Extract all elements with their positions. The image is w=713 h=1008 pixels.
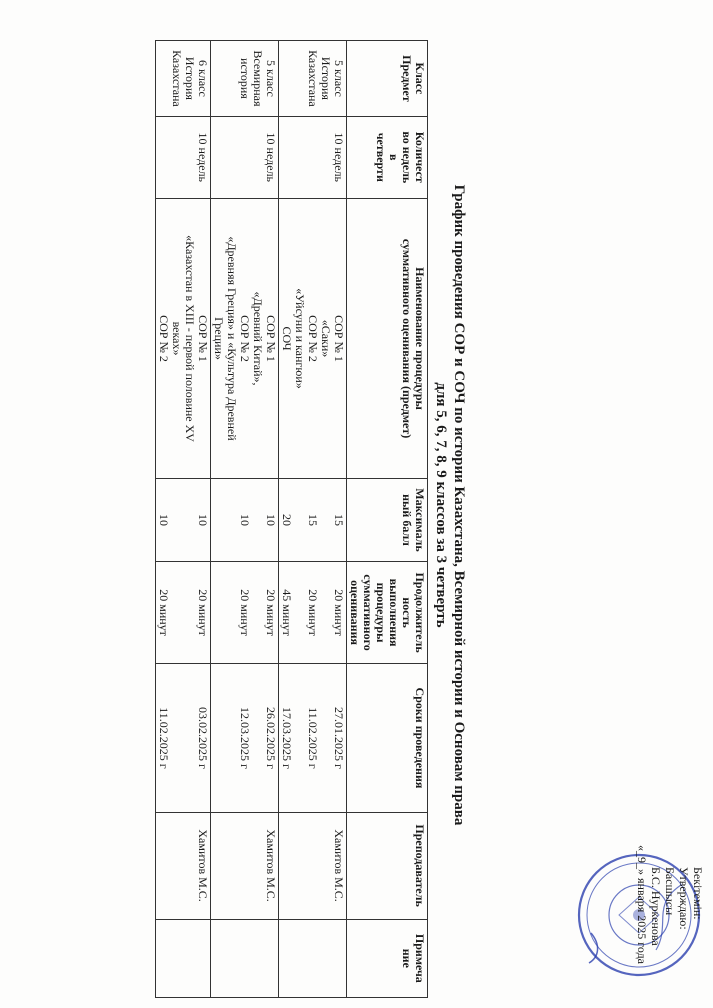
- header-max-score: Максималь ный балл: [347, 479, 428, 561]
- weeks-cell: 10 недель: [211, 116, 279, 198]
- table-row: [211, 41, 279, 998]
- table-row: [156, 41, 211, 998]
- note-cell: [156, 919, 211, 997]
- procedure-cell: СОР № 1 «Древний Китай», СОР № 2 «Древняя Греция» и «Культура Древней Греции»: [211, 198, 279, 479]
- header-teacher: Преподаватель: [347, 812, 428, 919]
- header-dates: Сроки проведения: [347, 664, 428, 812]
- date-cell: 26.02.2025 г 12.03.2025 г: [211, 664, 279, 812]
- title-line-2: для 5, 6, 7, 8, 9 классов за 3 четверть: [433, 382, 449, 628]
- approval-line: Бекітемін:: [691, 867, 705, 920]
- document-title: [432, 40, 468, 970]
- approval-date: «_9_» января 2025 года: [635, 845, 649, 965]
- max-score-cell: 10 10: [211, 479, 279, 561]
- header-class-subject: Класс Предмет: [347, 41, 428, 117]
- approval-line: Утверждаю:: [677, 867, 691, 930]
- date-cell: 03.02.2025 г 11.02.2025 г: [156, 664, 211, 812]
- class-subject-cell: 5 класс Всемирная история: [211, 41, 279, 117]
- procedure-cell: СОР № 1 «Казахстан в XIII - первой половине XV веках» СОР № 2: [156, 198, 211, 479]
- duration-cell: 20 минут 20 минут: [156, 561, 211, 664]
- approval-line: Б.С. Нуркенова: [649, 867, 663, 946]
- header-weeks: Количест во недель в четверти: [347, 116, 428, 198]
- duration-cell: 20 минут 20 минут: [211, 561, 279, 664]
- note-cell: [211, 919, 279, 997]
- schedule-table: [155, 40, 428, 998]
- class-subject-cell: 5 класс История Казахстана: [279, 41, 347, 117]
- teacher-cell: Хамитов М.С.: [156, 812, 211, 919]
- teacher-cell: Хамитов М.С.: [211, 812, 279, 919]
- table-row: [279, 41, 347, 998]
- table-header-row: [347, 41, 428, 998]
- header-procedure: Наименование процедуры суммативного оценивания (предмет): [347, 198, 428, 479]
- approval-block: [635, 845, 705, 1005]
- header-duration: Продолжитель ность выполнения процедуры суммативного оценивания: [347, 561, 428, 664]
- weeks-cell: 10 недель: [279, 116, 347, 198]
- teacher-cell: Хамитов М.С.: [279, 812, 347, 919]
- procedure-cell: СОР № 1 «Саки» СОР № 2 «Уйсуни и кангюи» СОЧ: [279, 198, 347, 479]
- class-subject-cell: 6 класс История Казахстана: [156, 41, 211, 117]
- duration-cell: 20 минут 20 минут 45 минут: [279, 561, 347, 664]
- max-score-cell: 10 10: [156, 479, 211, 561]
- note-cell: [279, 919, 347, 997]
- weeks-cell: 10 недель: [156, 116, 211, 198]
- date-cell: 27.01.2025 г 11.02.2025 г 17.03.2025 г: [279, 664, 347, 812]
- max-score-cell: 15 15 20: [279, 479, 347, 561]
- header-note: Примеча ние: [347, 919, 428, 997]
- approval-line: Басшысы: [663, 867, 677, 916]
- title-line-1: График проведения СОР и СОЧ по истории Казахстана, Всемирной истории и Основам права: [451, 184, 467, 826]
